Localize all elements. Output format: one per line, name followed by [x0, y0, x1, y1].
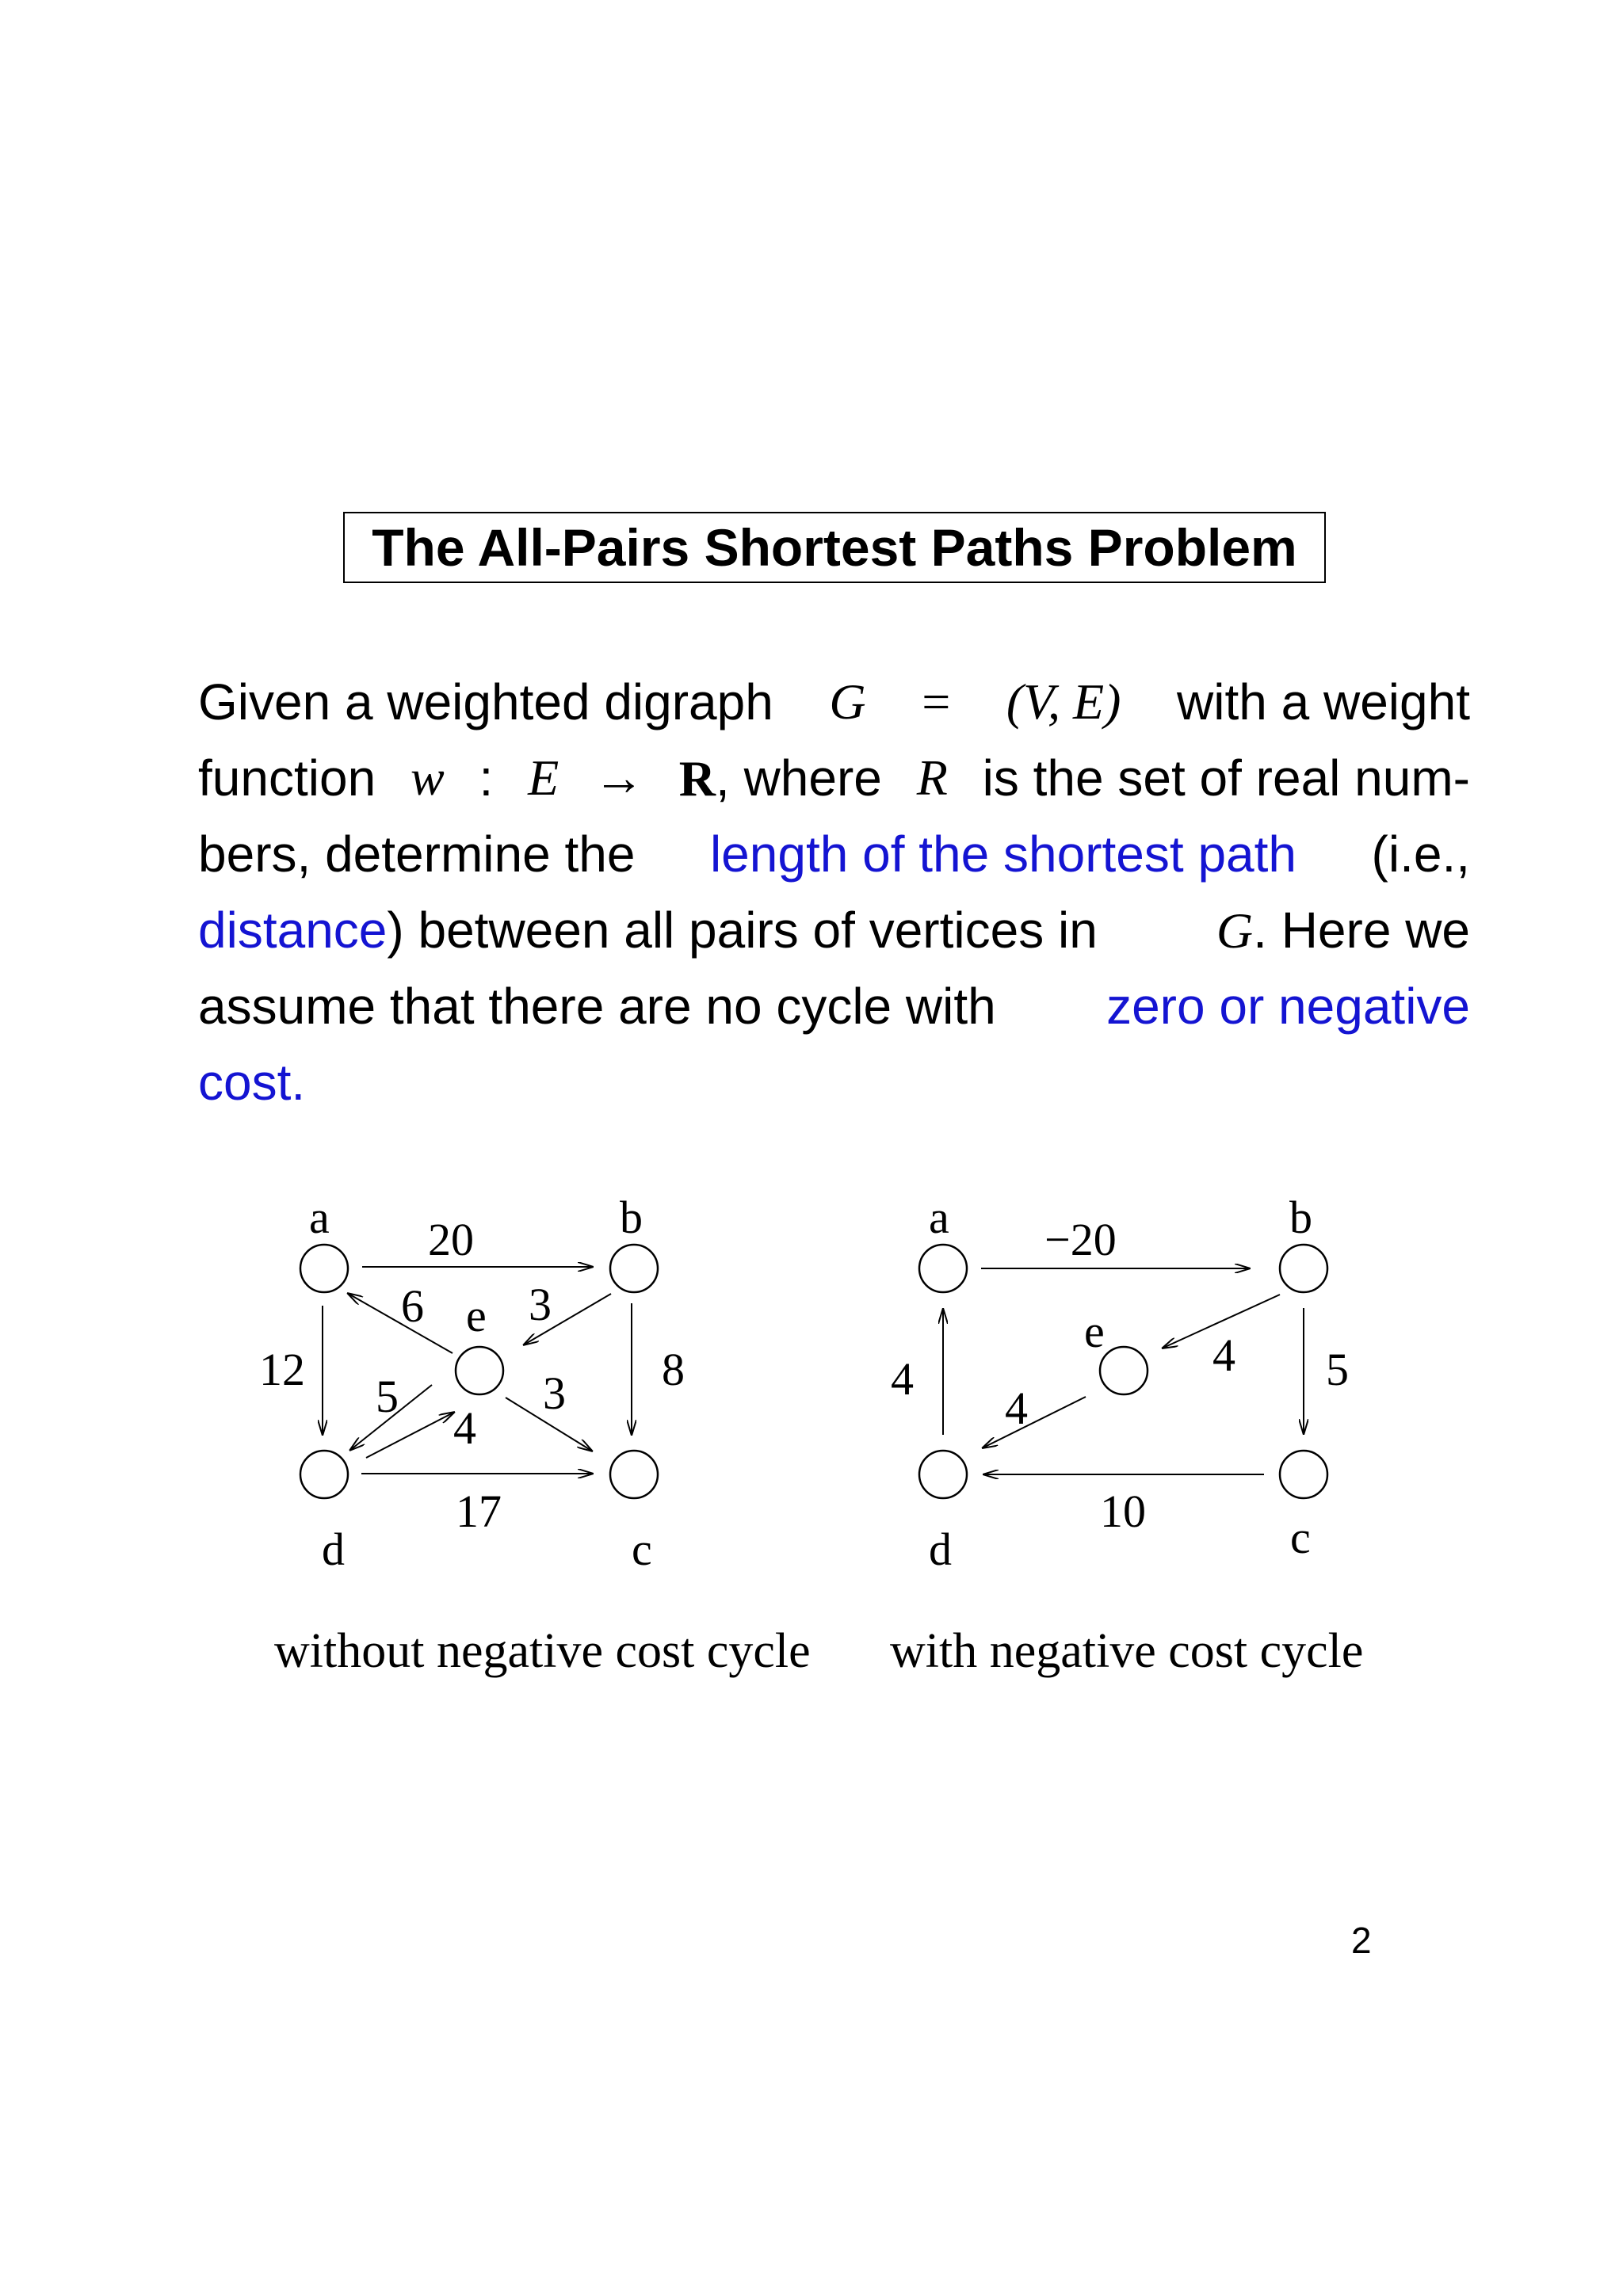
- node-label-d: d: [929, 1524, 952, 1575]
- weight-b-c: 8: [662, 1344, 685, 1395]
- weight-e-d: 5: [376, 1371, 399, 1422]
- slide-title: The All-Pairs Shortest Paths Problem: [343, 512, 1326, 583]
- node-label-e: e: [466, 1290, 487, 1341]
- math-w: w: [410, 749, 445, 806]
- statement-text: (i.e.,: [1371, 826, 1470, 883]
- highlight-shortest-path: length of the shortest path: [709, 826, 1296, 883]
- math-VE: (V, E): [1006, 673, 1121, 730]
- statement-text: bers, determine the: [198, 826, 636, 883]
- weight-c-d: 10: [1100, 1486, 1146, 1537]
- highlight-distance: distance: [198, 902, 388, 959]
- node-b: [1280, 1245, 1327, 1292]
- math-E: E: [528, 749, 559, 806]
- statement-text: is the set of real num-: [982, 749, 1470, 807]
- statement-text: Given a weighted digraph: [198, 673, 773, 730]
- graph-without-negative-cycle: [259, 1192, 811, 1678]
- statement-text: function: [198, 749, 376, 807]
- node-label-e: e: [1084, 1306, 1105, 1357]
- graph-with-negative-cycle: [890, 1192, 1363, 1678]
- node-label-c: c: [1290, 1512, 1311, 1563]
- weight-b-e: 4: [1212, 1329, 1235, 1381]
- node-d: [919, 1451, 967, 1498]
- node-b: [610, 1245, 658, 1292]
- node-label-a: a: [309, 1192, 330, 1243]
- math-G: G: [829, 673, 866, 730]
- node-e: [456, 1347, 503, 1394]
- weight-e-d: 4: [1005, 1383, 1028, 1434]
- node-label-a: a: [929, 1192, 949, 1243]
- math-R: R: [916, 749, 948, 806]
- node-e: [1100, 1347, 1148, 1394]
- caption-right: with negative cost cycle: [890, 1624, 1364, 1678]
- node-label-d: d: [322, 1524, 345, 1575]
- weight-a-d: 12: [259, 1344, 305, 1395]
- statement-text: , where: [716, 749, 882, 807]
- caption-left: without negative cost cycle: [274, 1624, 811, 1678]
- statement-text: with a weight: [1177, 673, 1470, 730]
- math-equals: =: [922, 673, 951, 730]
- weight-e-a: 6: [401, 1280, 424, 1332]
- node-c: [610, 1451, 658, 1498]
- node-a: [919, 1245, 967, 1292]
- math-R-bold: R: [678, 750, 716, 807]
- node-label-b: b: [620, 1192, 643, 1243]
- weight-d-c: 17: [456, 1486, 502, 1537]
- weight-e-c: 3: [543, 1367, 566, 1419]
- weight-b-e: 3: [529, 1279, 552, 1330]
- math-G: G: [1216, 902, 1254, 959]
- math-arrow: →: [593, 749, 644, 806]
- node-c: [1280, 1451, 1327, 1498]
- weight-b-c: 5: [1326, 1344, 1349, 1395]
- node-d: [300, 1451, 348, 1498]
- weight-a-b: 20: [428, 1214, 474, 1265]
- weight-d-e: 4: [453, 1402, 476, 1454]
- highlight-cost: cost.: [198, 1054, 306, 1111]
- weight-a-b: −20: [1044, 1214, 1117, 1265]
- weight-d-a: 4: [891, 1353, 914, 1405]
- statement-text: assume that there are no cycle with: [198, 978, 996, 1035]
- edge-e-a: [347, 1293, 453, 1353]
- page-number: 2: [1351, 1920, 1372, 1961]
- edge-e-d: [982, 1397, 1086, 1448]
- node-a: [300, 1245, 348, 1292]
- statement-text: . Here we: [1253, 902, 1470, 959]
- highlight-zero-negative: zero or negative: [1106, 978, 1470, 1035]
- node-label-c: c: [632, 1524, 652, 1575]
- node-label-b: b: [1289, 1192, 1312, 1243]
- statement-text: ) between all pairs of vertices in: [387, 902, 1098, 959]
- math-colon: :: [479, 749, 494, 807]
